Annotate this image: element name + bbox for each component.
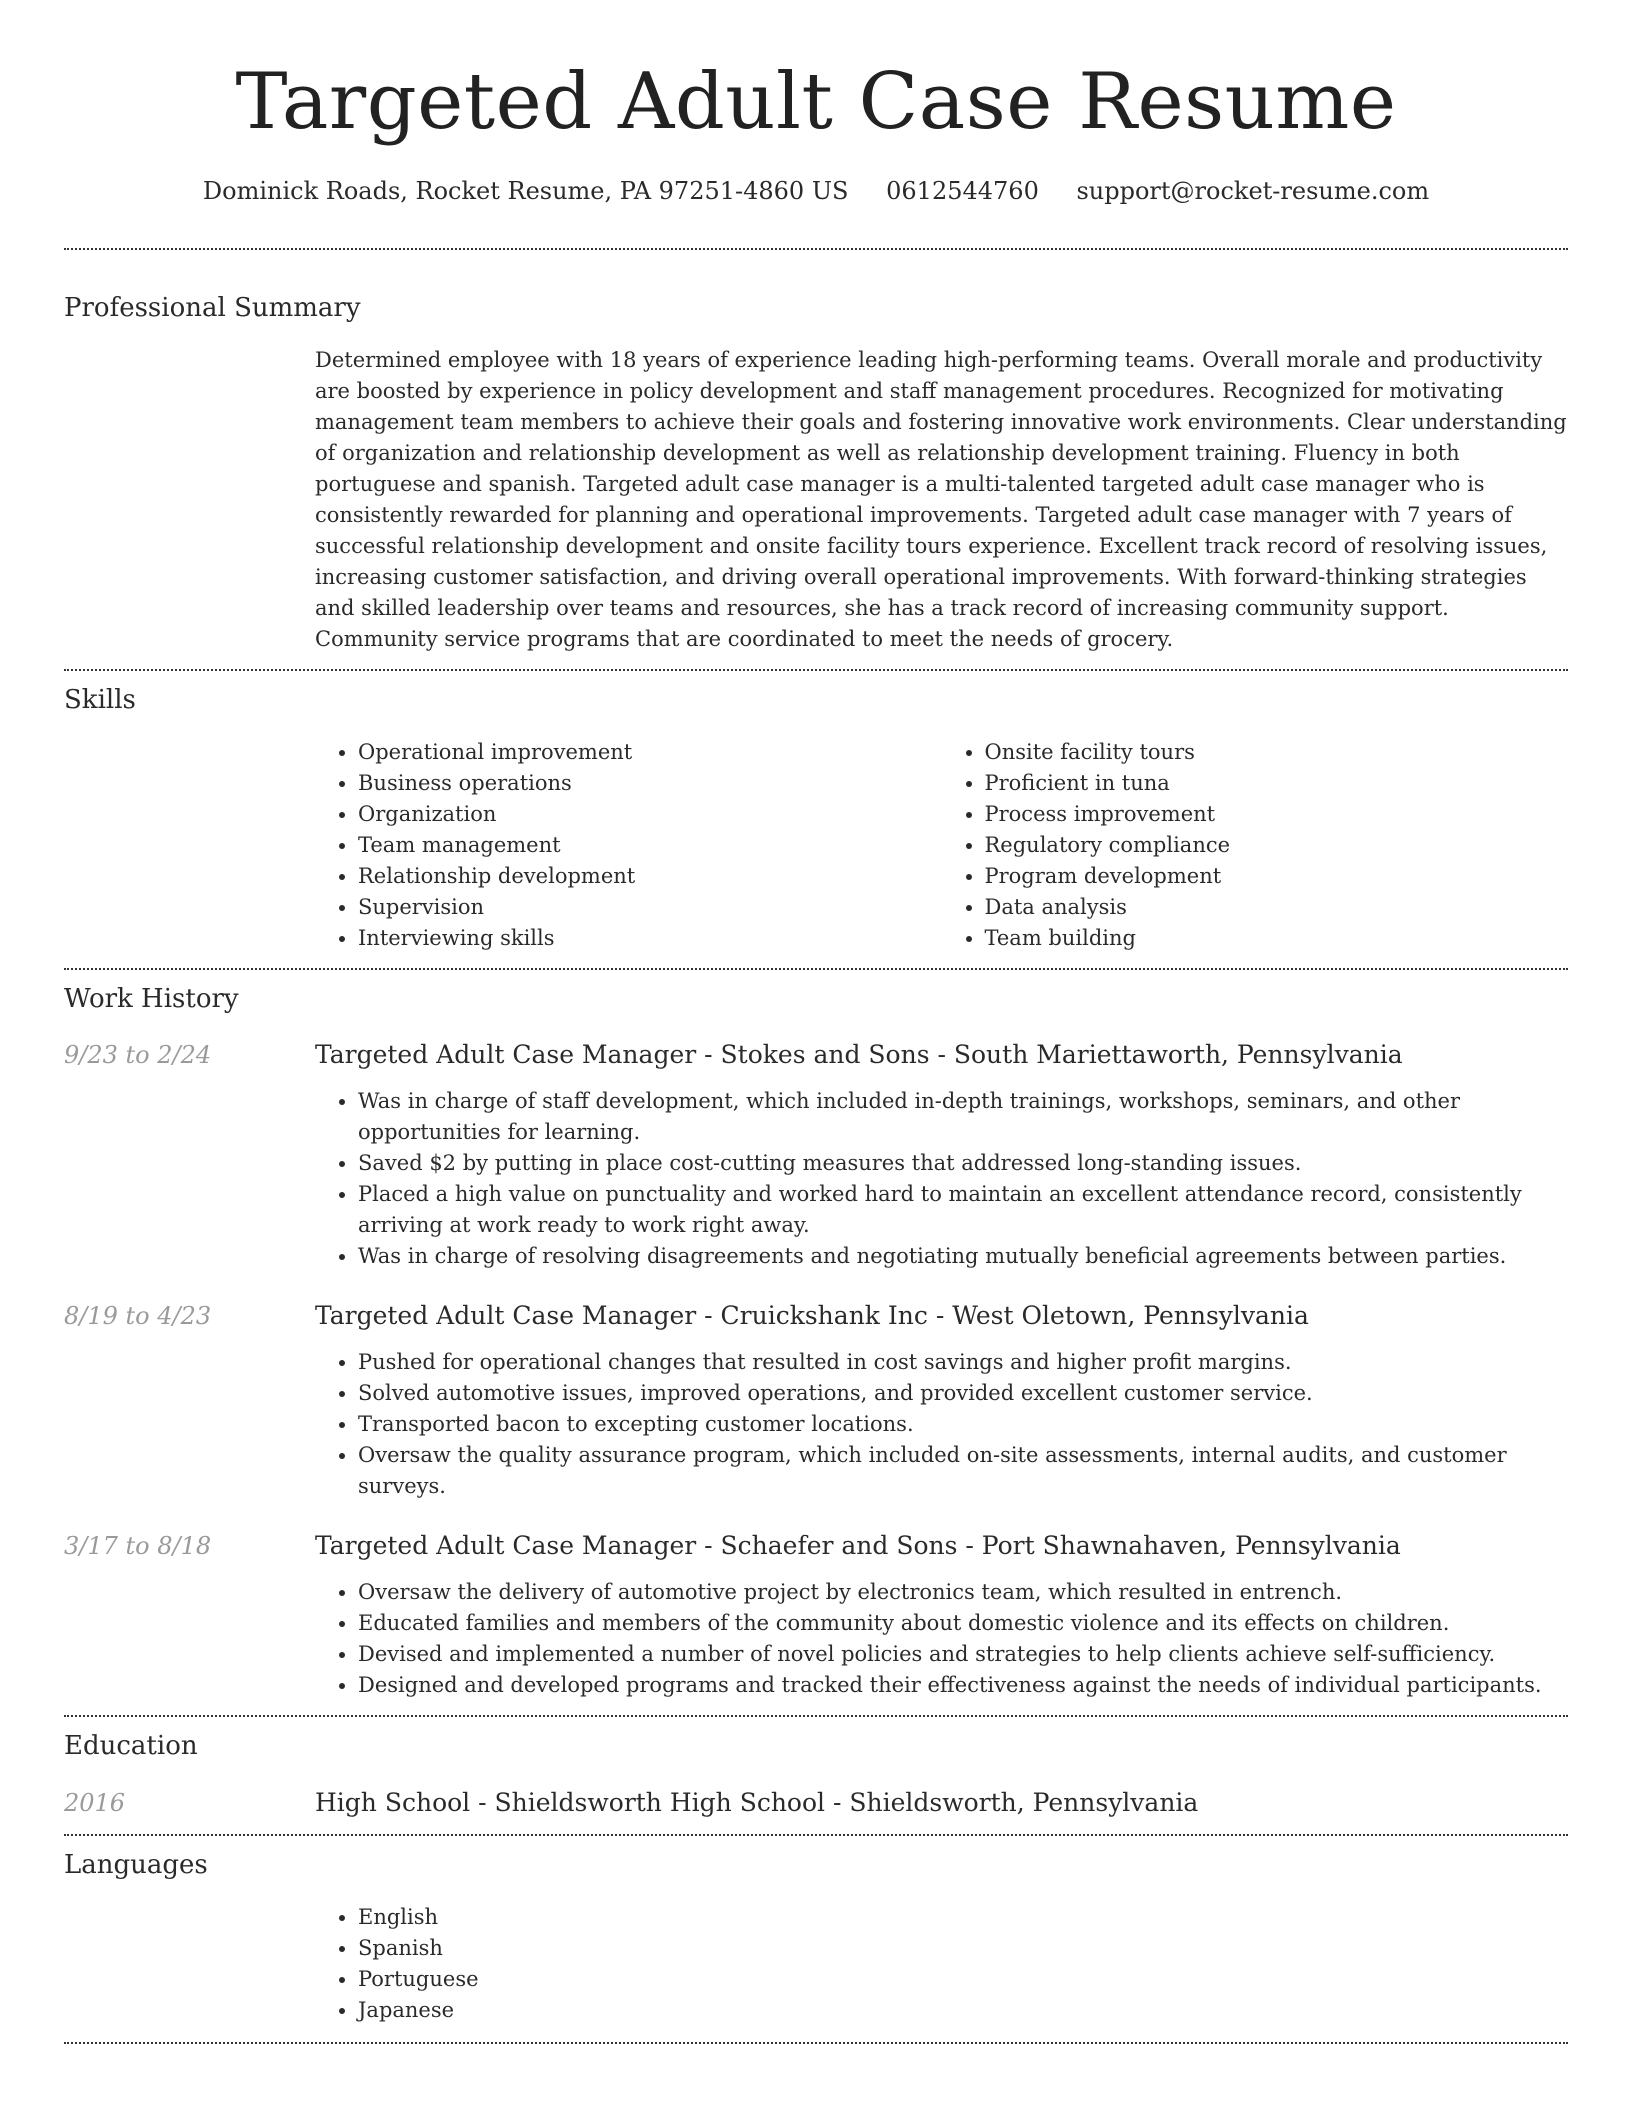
contact-email: support@rocket-resume.com <box>1076 177 1430 205</box>
skill-item: • Data analysis <box>985 892 1569 923</box>
skill-item: • Operational improvement <box>358 737 942 768</box>
languages-title: Languages <box>64 1850 208 1880</box>
education-section <box>64 1717 1568 1820</box>
divider <box>64 2042 1568 2044</box>
skill-item: • Organization <box>358 799 942 830</box>
skills-list-right <box>942 737 1569 954</box>
job-header <box>64 1299 1568 1333</box>
education-school: High School - Shieldsworth High School - Shieldsworth, Pennsylvania <box>315 1788 1199 1817</box>
skills-columns <box>315 737 1568 954</box>
job-bullet: • Oversaw the quality assurance program, which included on-site assessments, internal audits, and customer surveys. <box>358 1440 1568 1502</box>
job-entry <box>64 1299 1568 1502</box>
work-history-title: Work History <box>64 984 239 1014</box>
skill-item: • Onsite facility tours <box>985 737 1569 768</box>
job-date: 8/19 to 4/23 <box>64 1302 212 1330</box>
skill-item: • Regulatory compliance <box>985 830 1569 861</box>
work-history-section <box>64 970 1568 1701</box>
skill-item: • Relationship development <box>358 861 942 892</box>
language-item: • Japanese <box>358 1995 1568 2026</box>
contact-line <box>64 174 1568 208</box>
skill-item: • Process improvement <box>985 799 1569 830</box>
skills-list-left <box>315 737 942 954</box>
languages-list <box>315 1902 1568 2026</box>
job-bullets <box>315 1347 1568 1502</box>
skill-item: • Team management <box>358 830 942 861</box>
job-date: 9/23 to 2/24 <box>64 1041 212 1069</box>
skill-item: • Supervision <box>358 892 942 923</box>
job-bullets <box>315 1086 1568 1272</box>
job-bullet: • Transported bacon to excepting customer locations. <box>358 1409 1568 1440</box>
languages-section <box>64 1836 1568 2026</box>
language-item: • Spanish <box>358 1933 1568 1964</box>
job-bullet: • Was in charge of staff development, which included in-depth trainings, workshops, seminars, and other opportunities for learning. <box>358 1086 1568 1148</box>
skill-item: • Team building <box>985 923 1569 954</box>
job-bullet: • Was in charge of resolving disagreements and negotiating mutually beneficial agreements between parties. <box>358 1241 1568 1272</box>
languages-body <box>315 1902 1568 2026</box>
job-entry <box>64 1038 1568 1272</box>
job-header <box>64 1038 1568 1072</box>
education-date: 2016 <box>64 1789 126 1817</box>
education-entry <box>64 1786 1568 1820</box>
job-title: Targeted Adult Case Manager - Stokes and Sons - South Mariettaworth, Pennsylvania <box>315 1040 1403 1069</box>
skill-item: • Interviewing skills <box>358 923 942 954</box>
job-bullets <box>315 1577 1568 1701</box>
summary-text: Determined employee with 18 years of experience leading high-performing teams. Overall morale and productivity are boosted by experience in policy development and staff management procedures. Recognized for motivating management team members to achieve their goals and fostering innovative work environments. Clear understanding of organization and relationship development as well as relationship development training. Fluency in both portuguese and spanish. Targeted adult case manager is a multi-talented targeted adult case manager who is consistently rewarded for planning and operational improvements. Targeted adult case manager with 7 years of successful relationship development and onsite facility tours experience. Excellent track record of resolving issues, increasing customer satisfaction, and driving overall operational improvements. With forward-thinking strategies and skilled leadership over teams and resources, she has a track record of increasing community support. Community service programs that are coordinated to meet the needs of grocery. <box>315 348 1567 651</box>
job-bullet: • Placed a high value on punctuality and worked hard to maintain an excellent attendance record, consistently arriving at work ready to work right away. <box>358 1179 1568 1241</box>
job-title: Targeted Adult Case Manager - Cruickshank Inc - West Oletown, Pennsylvania <box>315 1301 1309 1330</box>
summary-title: Professional Summary <box>64 293 361 323</box>
resume-name: Targeted Adult Case Resume <box>235 57 1397 147</box>
job-bullet: • Saved $2 by putting in place cost-cutting measures that addressed long-standing issues. <box>358 1148 1568 1179</box>
job-title: Targeted Adult Case Manager - Schaefer and Sons - Port Shawnahaven, Pennsylvania <box>315 1531 1401 1560</box>
skill-item: • Proficient in tuna <box>985 768 1569 799</box>
job-bullet: • Designed and developed programs and tracked their effectiveness against the needs of individual participants. <box>358 1670 1568 1701</box>
skills-title: Skills <box>64 685 136 715</box>
contact-address: Dominick Roads, Rocket Resume, PA 97251-4860 US <box>202 177 849 205</box>
skill-item: • Program development <box>985 861 1569 892</box>
skills-section <box>64 671 1568 954</box>
skill-item: • Business operations <box>358 768 942 799</box>
job-bullet: • Oversaw the delivery of automotive project by electronics team, which resulted in entrench. <box>358 1577 1568 1608</box>
education-title: Education <box>64 1731 198 1761</box>
contact-phone: 0612544760 <box>886 177 1039 205</box>
job-date: 3/17 to 8/18 <box>64 1532 212 1560</box>
job-bullet: • Solved automotive issues, improved operations, and provided excellent customer service. <box>358 1378 1568 1409</box>
language-item: • Portuguese <box>358 1964 1568 1995</box>
job-bullet: • Educated families and members of the community about domestic violence and its effects on children. <box>358 1608 1568 1639</box>
job-entry <box>64 1529 1568 1701</box>
summary-section <box>64 250 1568 655</box>
job-bullet: • Devised and implemented a number of novel policies and strategies to help clients achieve self-sufficiency. <box>358 1639 1568 1670</box>
job-bullet: • Pushed for operational changes that resulted in cost savings and higher profit margins. <box>358 1347 1568 1378</box>
resume-header <box>64 0 1568 208</box>
language-item: • English <box>358 1902 1568 1933</box>
job-header <box>64 1529 1568 1563</box>
